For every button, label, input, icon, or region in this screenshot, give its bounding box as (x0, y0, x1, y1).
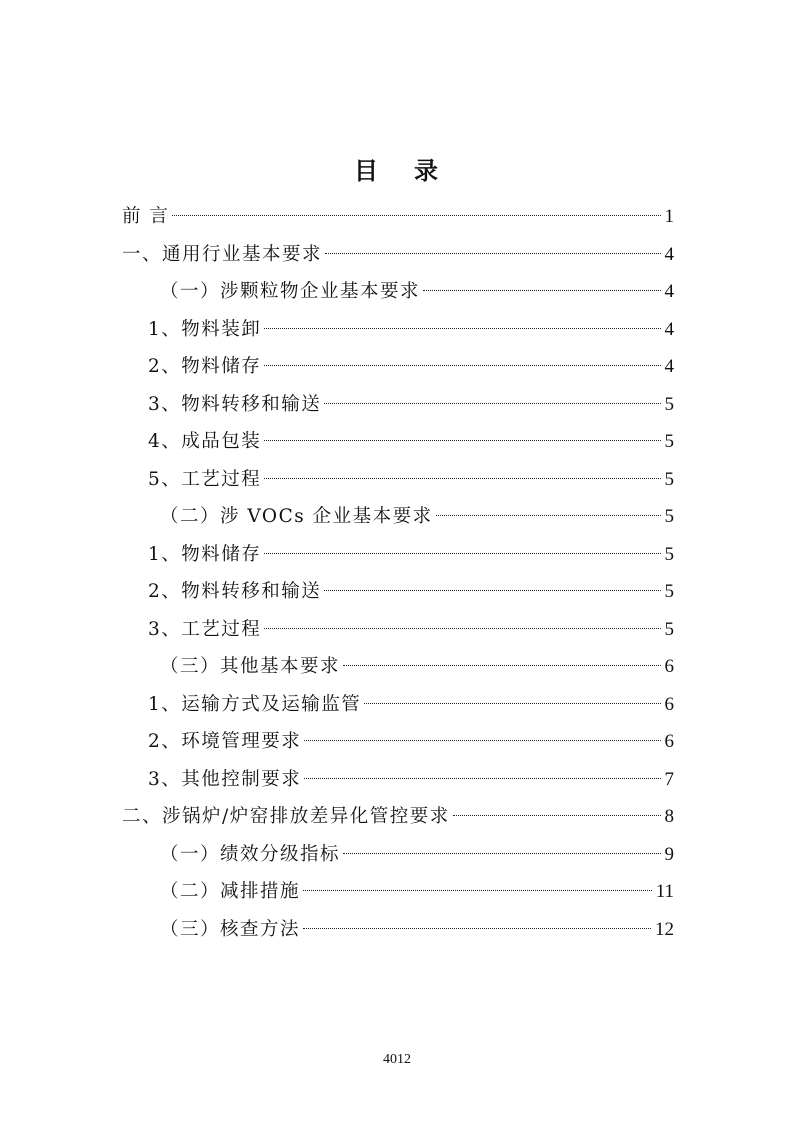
toc-dot-leader (364, 703, 660, 704)
toc-entry[interactable] (122, 461, 674, 499)
toc-entry[interactable] (122, 236, 674, 274)
toc-entry-page-number: 9 (664, 843, 674, 865)
toc-entry[interactable] (122, 311, 674, 349)
toc-entry-page-number: 6 (664, 693, 674, 715)
toc-entry[interactable] (122, 686, 674, 724)
toc-entry-page-number: 5 (664, 506, 674, 527)
toc-entry-label: 5、工艺过程 (148, 468, 262, 490)
toc-entry[interactable] (122, 798, 674, 836)
toc-entry-page-number: 7 (664, 768, 674, 790)
toc-entry-page-number: 6 (664, 656, 674, 677)
toc-entry-label: （一）绩效分级指标 (160, 843, 341, 865)
toc-dot-leader (325, 253, 660, 254)
toc-dot-leader (264, 365, 660, 366)
toc-entry-page-number: 5 (664, 393, 674, 415)
toc-dot-leader (303, 928, 651, 929)
toc-entry-label: 2、物料储存 (148, 356, 262, 377)
page-footer-number: 4012 (383, 1052, 411, 1067)
toc-dot-leader (324, 590, 660, 591)
toc-entry[interactable] (122, 198, 674, 236)
toc-entry-label: 前 言 (122, 206, 170, 227)
toc-entry-page-number: 4 (664, 318, 674, 340)
toc-entry-page-number: 4 (664, 243, 674, 265)
toc-entry-page-number: 4 (664, 356, 674, 377)
toc-entry-page-number: 4 (664, 281, 674, 302)
toc-dot-leader (303, 890, 652, 891)
toc-dot-leader (264, 440, 660, 441)
toc-dot-leader (436, 515, 661, 516)
toc-entry-page-number: 1 (664, 206, 674, 227)
toc-dot-leader (172, 215, 660, 216)
toc-entry-page-number: 5 (664, 581, 674, 602)
toc-entry-label: （三）其他基本要求 (160, 656, 341, 677)
page-title-char-1: 目 (354, 156, 380, 185)
toc-entry[interactable] (122, 273, 674, 311)
toc-dot-leader (264, 628, 660, 629)
toc-entry[interactable] (122, 873, 674, 911)
toc-entry-page-number: 5 (664, 618, 674, 640)
toc-entry-label: 2、环境管理要求 (148, 731, 302, 752)
toc-entry-label: 2、物料转移和输送 (148, 581, 322, 602)
toc-entry[interactable] (122, 836, 674, 874)
toc-entry-label: （三）核查方法 (160, 918, 301, 940)
toc-dot-leader (343, 853, 660, 854)
toc-dot-leader (264, 328, 660, 329)
toc-entry[interactable] (122, 648, 674, 686)
toc-entry-label: 3、其他控制要求 (148, 768, 302, 790)
toc-entry-page-number: 5 (664, 468, 674, 490)
table-of-contents (122, 198, 674, 948)
toc-entry[interactable] (122, 911, 674, 949)
toc-entry-label: （二）减排措施 (160, 881, 301, 902)
toc-entry-label: 二、涉锅炉/炉窑排放差异化管控要求 (122, 806, 450, 827)
toc-entry-page-number: 5 (664, 543, 674, 565)
toc-entry-label: （一）涉颗粒物企业基本要求 (160, 281, 421, 302)
page-title (0, 153, 794, 189)
toc-dot-leader (304, 778, 660, 779)
toc-entry[interactable] (122, 423, 674, 461)
toc-entry-label: 4、成品包装 (148, 431, 262, 452)
toc-entry[interactable] (122, 386, 674, 424)
toc-entry[interactable] (122, 573, 674, 611)
toc-dot-leader (423, 290, 660, 291)
toc-entry-label: 1、物料装卸 (148, 318, 262, 340)
toc-entry[interactable] (122, 348, 674, 386)
page-title-char-2: 录 (414, 156, 440, 185)
toc-entry-page-number: 12 (655, 918, 674, 940)
toc-dot-leader (264, 478, 660, 479)
toc-entry-label: 1、运输方式及运输监管 (148, 693, 362, 715)
toc-entry[interactable] (122, 611, 674, 649)
toc-entry-page-number: 5 (664, 431, 674, 452)
toc-entry-label: 1、物料储存 (148, 543, 262, 565)
toc-dot-leader (324, 403, 660, 404)
toc-entry-label: 3、工艺过程 (148, 618, 262, 640)
toc-dot-leader (343, 665, 660, 666)
toc-entry-label: 一、通用行业基本要求 (122, 243, 323, 265)
toc-entry-page-number: 8 (664, 806, 674, 827)
toc-dot-leader (264, 553, 660, 554)
toc-dot-leader (453, 815, 661, 816)
toc-entry[interactable] (122, 723, 674, 761)
toc-entry-label: 3、物料转移和输送 (148, 393, 322, 415)
toc-entry-page-number: 6 (664, 731, 674, 752)
toc-entry[interactable] (122, 536, 674, 574)
toc-dot-leader (304, 740, 660, 741)
toc-entry-page-number: 11 (655, 881, 674, 902)
toc-entry[interactable] (122, 761, 674, 799)
toc-entry[interactable] (122, 498, 674, 536)
toc-entry-label: （二）涉 VOCs 企业基本要求 (160, 506, 433, 527)
